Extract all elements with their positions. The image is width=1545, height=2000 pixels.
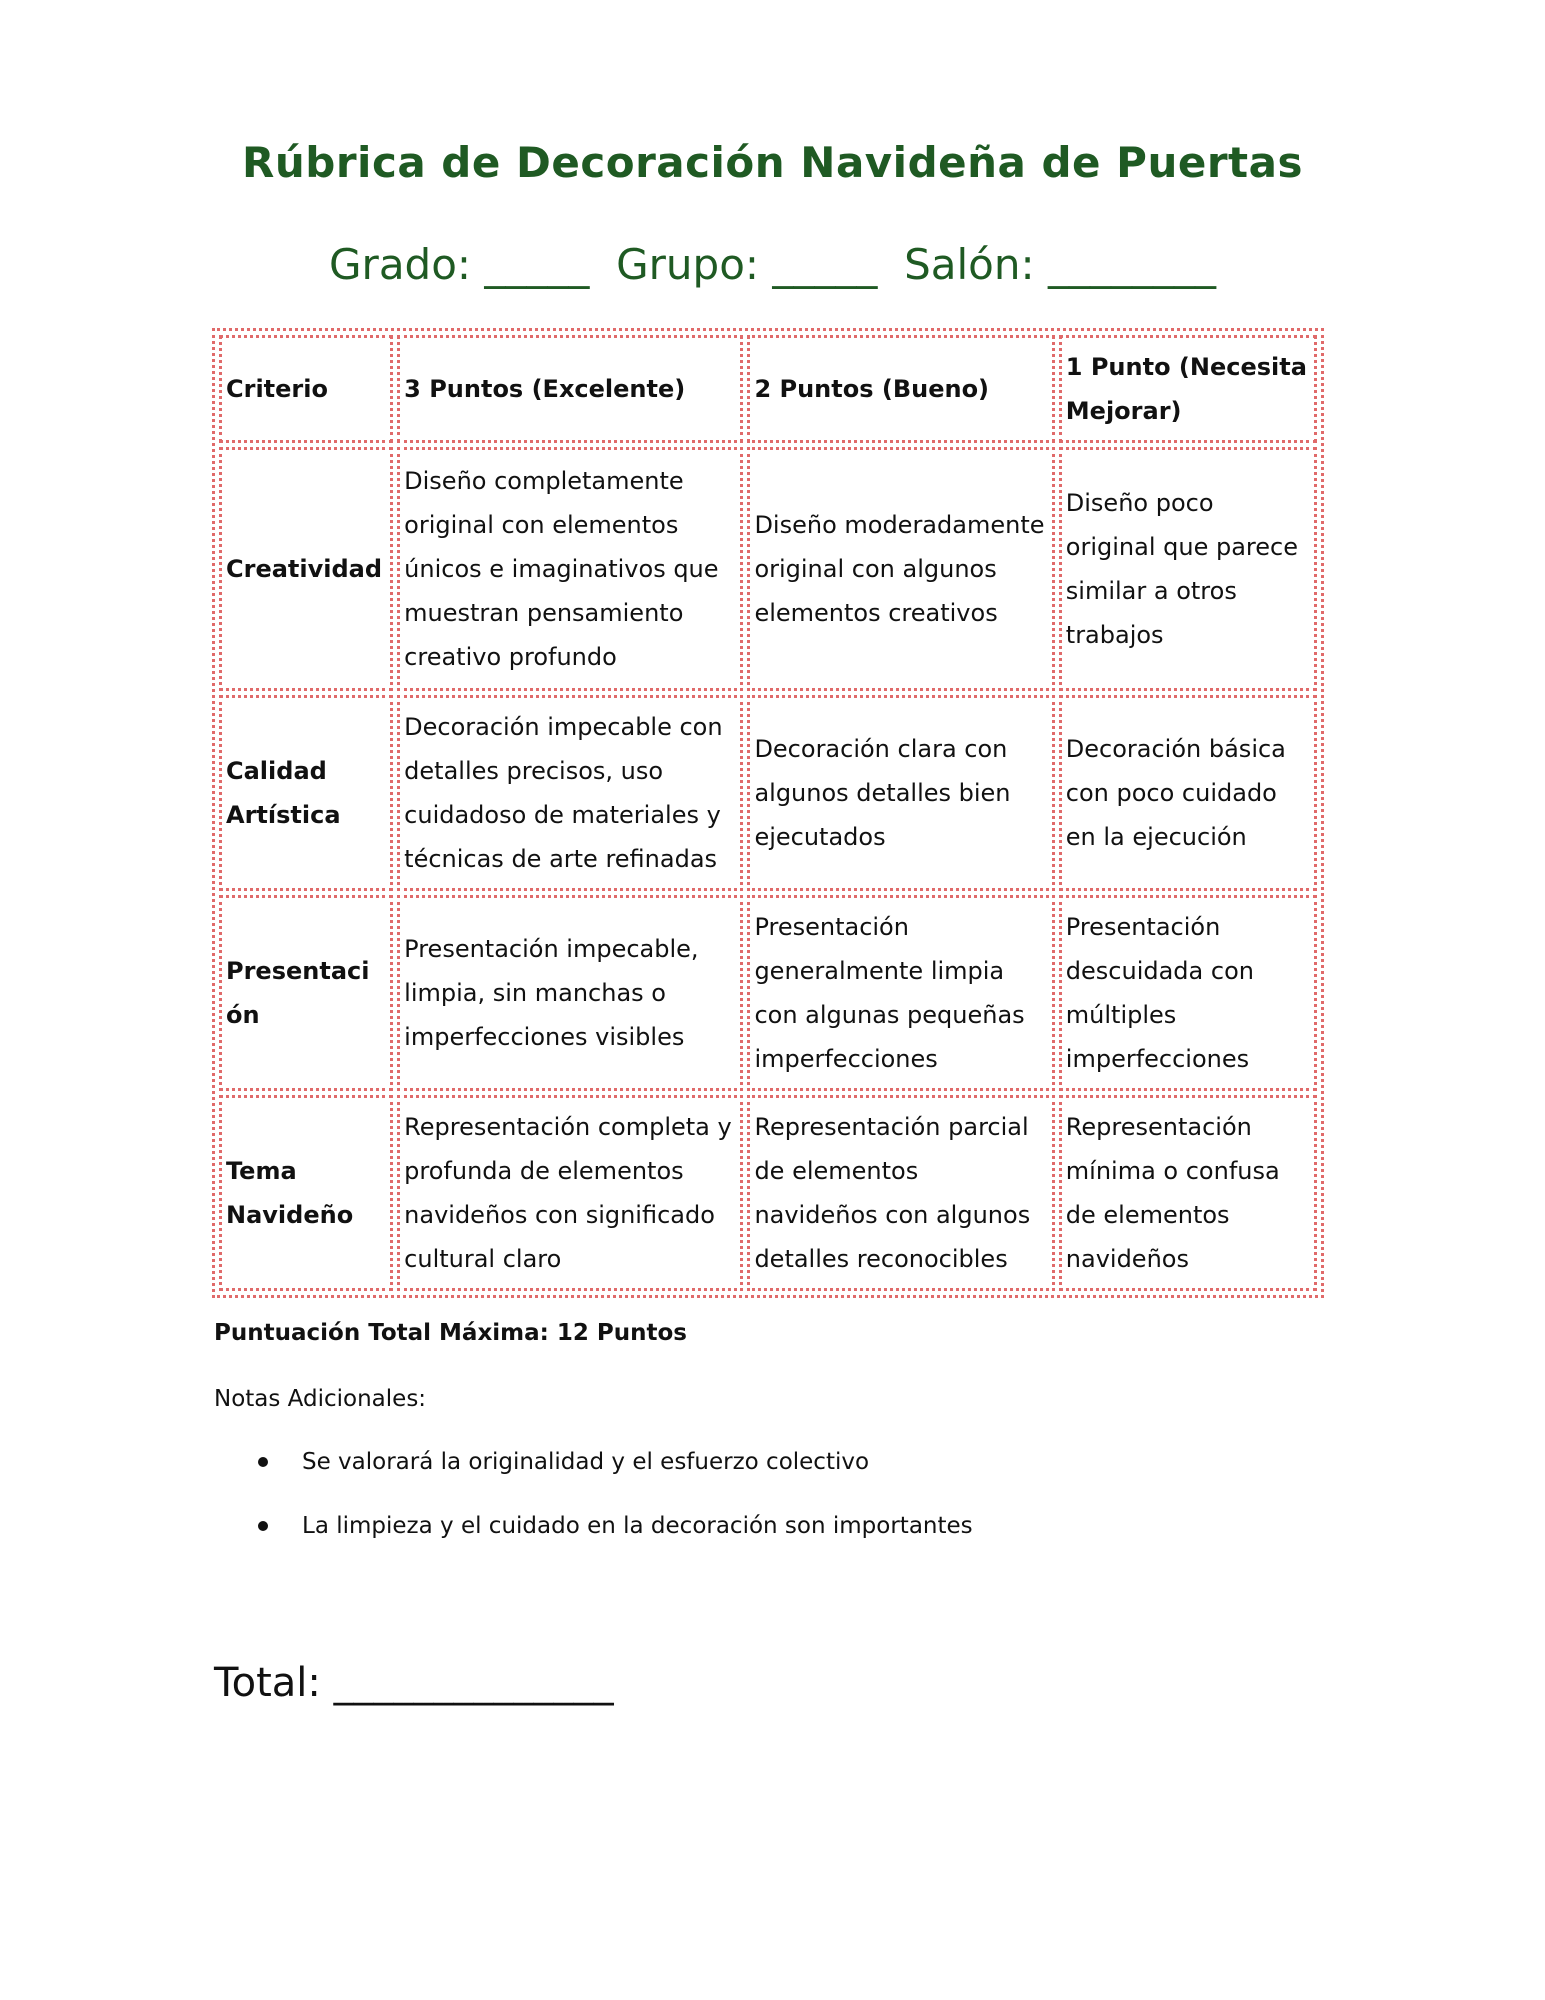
good-cell: Presentación generalmente limpia con algunas pequeñas imperfecciones	[747, 895, 1054, 1091]
table-row	[219, 895, 1317, 1091]
table-header-row	[219, 335, 1317, 443]
header-1-point: 1 Punto (Necesita Mejorar)	[1059, 335, 1317, 443]
excellent-cell: Presentación impecable, limpia, sin manchas o imperfecciones visibles	[397, 895, 743, 1091]
max-total-score: Puntuación Total Máxima: 12 Puntos	[214, 1320, 687, 1346]
excellent-cell: Decoración impecable con detalles precisos, uso cuidadoso de materiales y técnicas de arte refinadas	[397, 695, 743, 891]
notes-label: Notas Adicionales:	[214, 1386, 427, 1412]
notes-list	[214, 1442, 973, 1570]
needs-improvement-cell: Presentación descuidada con múltiples imperfecciones	[1059, 895, 1317, 1091]
header-criterion: Criterio	[219, 335, 393, 443]
good-cell: Decoración clara con algunos detalles bien ejecutados	[747, 695, 1054, 891]
good-cell: Diseño moderadamente original con algunos elementos creativos	[747, 447, 1054, 691]
bullet-icon	[258, 1521, 268, 1531]
excellent-cell: Representación completa y profunda de elementos navideños con significado cultural claro	[397, 1095, 743, 1291]
total-line: Total: ______________	[214, 1660, 614, 1706]
list-item	[214, 1442, 973, 1506]
needs-improvement-cell: Representación mínima o confusa de elementos navideños	[1059, 1095, 1317, 1291]
table-row	[219, 1095, 1317, 1291]
needs-improvement-cell: Decoración básica con poco cuidado en la ejecución	[1059, 695, 1317, 891]
needs-improvement-cell: Diseño poco original que parece similar a otros trabajos	[1059, 447, 1317, 691]
criterion-cell: Creatividad	[219, 447, 393, 691]
page-title: Rúbrica de Decoración Navideña de Puertas	[242, 138, 1303, 187]
table-row	[219, 447, 1317, 691]
criterion-cell: Tema Navideño	[219, 1095, 393, 1291]
criterion-cell: Presentación	[219, 895, 393, 1091]
header-2-points: 2 Puntos (Bueno)	[747, 335, 1054, 443]
good-cell: Representación parcial de elementos navideños con algunos detalles reconocibles	[747, 1095, 1054, 1291]
list-item	[214, 1506, 973, 1570]
note-text: Se valorará la originalidad y el esfuerzo colectivo	[302, 1449, 870, 1475]
header-3-points: 3 Puntos (Excelente)	[397, 335, 743, 443]
criterion-cell: Calidad Artística	[219, 695, 393, 891]
excellent-cell: Diseño completamente original con elementos únicos e imaginativos que muestran pensamiento creativo profundo	[397, 447, 743, 691]
rubric-table	[212, 328, 1324, 1298]
table-row	[219, 695, 1317, 891]
bullet-icon	[258, 1457, 268, 1467]
grade-group-room-line: Grado: _____ Grupo: _____ Salón: ________	[329, 240, 1216, 289]
note-text: La limpieza y el cuidado en la decoración son importantes	[302, 1513, 973, 1539]
